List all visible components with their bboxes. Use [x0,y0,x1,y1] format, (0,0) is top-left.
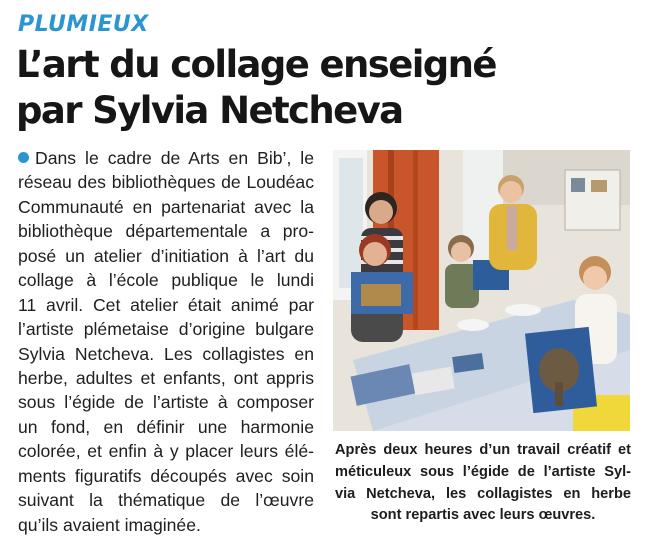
caption-line: Après deux heures d’un travail créatif et [335,442,631,458]
body-line: ments figuratifs découpés avec soin [18,465,314,486]
photo-caption [335,440,631,527]
workshop-photo [333,150,630,431]
body-line: Sylvia Netcheva. Les collagistes en [18,343,314,364]
section-kicker: PLUMIEUX [18,12,149,37]
article-body [18,146,314,537]
headline-line: L’art du collage enseigné [16,43,496,86]
body-line: bibliothèque départementale a pro- [18,221,314,242]
body-line: un fond, en définir une harmonie [18,416,314,437]
body-line: collage à l’école publique le lundi [18,270,314,291]
caption-line: via Netcheva, les collagistes en herbe [335,485,631,502]
headline-line: par Sylvia Netcheva [16,89,403,132]
body-line: suivant la thématique de l’œuvre [18,490,314,511]
caption-line: méticuleux sous l’égide de l’artiste Syl- [335,463,631,480]
caption-line: sont repartis avec leurs œuvres. [370,507,596,524]
body-line: herbe, adultes et enfants, ont appris [18,367,314,388]
article-headline [16,42,656,134]
body-line-text: Dans le cadre de Arts en Bib’, le [35,148,314,168]
body-line: réseau des bibliothèques de Loudéac [18,172,314,193]
body-line: 11 avril. Cet atelier était animé par [18,294,314,315]
body-line: l’artiste plémetaise d’origine bulgare [18,319,314,340]
bullet-icon [18,152,29,163]
body-line: Communauté en partenariat avec la [18,196,314,217]
body-line: colorée, et enfin à y placer leurs élé- [18,441,314,462]
body-line: qu’ils avaient imaginée. [18,514,201,535]
body-line [18,146,314,170]
body-line: sous l’égide de l’artiste à composer [18,392,314,413]
body-line: posé un atelier d’initiation à l’art du [18,245,314,266]
workshop-photo-illustration [333,150,630,431]
